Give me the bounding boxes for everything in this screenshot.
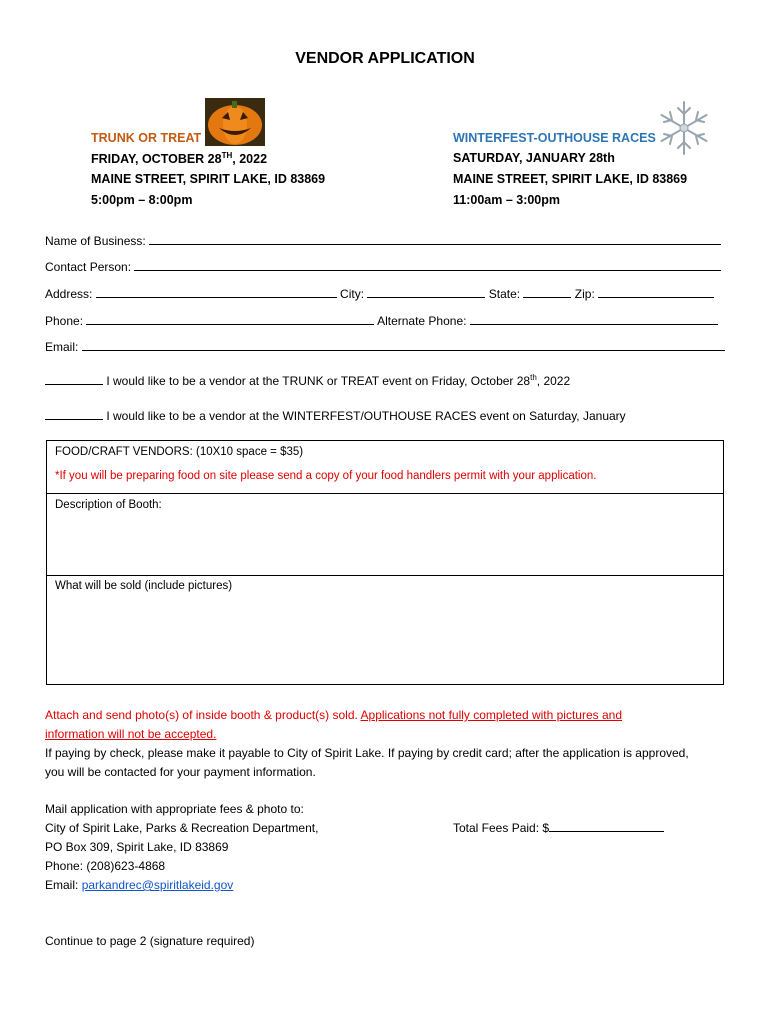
- event-name-trunk-or-treat: TRUNK OR TREAT: [91, 131, 202, 145]
- business-name-label: Name of Business:: [45, 234, 146, 248]
- snowflake-icon: [654, 98, 714, 158]
- mail-phone: Phone: (208)623-4868: [45, 859, 166, 873]
- food-permit-note: *If you will be preparing food on site please send a copy of your food handlers permit with your application.: [55, 470, 597, 482]
- event-address-trunk-or-treat: MAINE STREET, SPIRIT LAKE, ID 83869: [91, 172, 326, 186]
- zip-field[interactable]: [598, 286, 714, 298]
- contact-person-label: Contact Person:: [45, 260, 132, 274]
- email-label: Email:: [45, 340, 79, 354]
- items-sold-box[interactable]: [46, 575, 724, 685]
- email-field[interactable]: [82, 339, 725, 351]
- city-label: City:: [340, 287, 365, 301]
- incomplete-warning: information will not be accepted.: [45, 727, 217, 741]
- email-row: [45, 339, 725, 354]
- payment-note-line1: If paying by check, please make it payable to City of Spirit Lake. If paying by credit card; after the application is approved,: [45, 746, 689, 760]
- event-name-winterfest: WINTERFEST-OUTHOUSE RACES: [453, 131, 656, 145]
- alt-phone-field[interactable]: [470, 313, 718, 325]
- vendor-fee-heading: FOOD/CRAFT VENDORS: (10X10 space = $35): [55, 446, 304, 458]
- contact-person-field[interactable]: [134, 259, 721, 271]
- phone-label: Phone:: [45, 314, 84, 328]
- winterfest-vendor-option: I would like to be a vendor at the WINTERFEST/OUTHOUSE RACES event on Saturday, January: [45, 408, 626, 423]
- total-fees-row: [453, 819, 664, 838]
- booth-description-label: Description of Booth:: [55, 499, 162, 511]
- mail-email-row: Email: parkandrec@spiritlakeid.gov: [45, 878, 234, 892]
- phone-row: [45, 313, 718, 328]
- city-field[interactable]: [367, 286, 485, 298]
- continue-note: Continue to page 2 (signature required): [45, 934, 255, 948]
- state-label: State:: [488, 287, 521, 301]
- page-title: VENDOR APPLICATION: [295, 50, 475, 67]
- event-time-winterfest: 11:00am – 3:00pm: [453, 193, 561, 207]
- address-row: [45, 286, 714, 301]
- alt-phone-label: Alternate Phone:: [377, 314, 467, 328]
- total-fees-field[interactable]: [549, 820, 664, 832]
- contact-person-row: [45, 259, 721, 274]
- attach-photo-note: Attach and send photo(s) of inside booth & product(s) sold. Applications not fully completed with pictures and: [45, 708, 623, 722]
- winterfest-option-blank[interactable]: [45, 408, 103, 420]
- items-sold-label: What will be sold (include pictures): [55, 580, 233, 592]
- trunk-option-blank[interactable]: [45, 373, 103, 385]
- total-fees-label: Total Fees Paid: $: [453, 821, 550, 835]
- booth-description-box[interactable]: [46, 493, 724, 576]
- vendor-info-box: [46, 440, 724, 494]
- address-field[interactable]: [96, 286, 337, 298]
- trunk-vendor-option: I would like to be a vendor at the TRUNK or TREAT event on Friday, October 28th, 2022: [45, 373, 570, 388]
- event-date-winterfest: SATURDAY, JANUARY 28th: [453, 151, 615, 165]
- address-label: Address:: [45, 287, 93, 301]
- payment-note-line2: you will be contacted for your payment information.: [45, 765, 316, 779]
- business-name-row: [45, 233, 721, 248]
- mail-heading: Mail application with appropriate fees & photo to:: [45, 802, 304, 816]
- pumpkin-icon: [205, 98, 265, 146]
- mail-org: City of Spirit Lake, Parks & Recreation Department,: [45, 821, 319, 835]
- event-address-winterfest: MAINE STREET, SPIRIT LAKE, ID 83869: [453, 172, 688, 186]
- business-name-field[interactable]: [149, 233, 721, 245]
- phone-field[interactable]: [86, 313, 374, 325]
- email-link[interactable]: parkandrec@spiritlakeid.gov: [81, 878, 234, 892]
- zip-label: Zip:: [574, 287, 595, 301]
- event-time-trunk-or-treat: 5:00pm – 8:00pm: [91, 193, 193, 207]
- event-date-trunk-or-treat: FRIDAY, OCTOBER 28TH, 2022: [91, 151, 268, 167]
- state-field[interactable]: [523, 286, 571, 298]
- mail-po-box: PO Box 309, Spirit Lake, ID 83869: [45, 840, 229, 854]
